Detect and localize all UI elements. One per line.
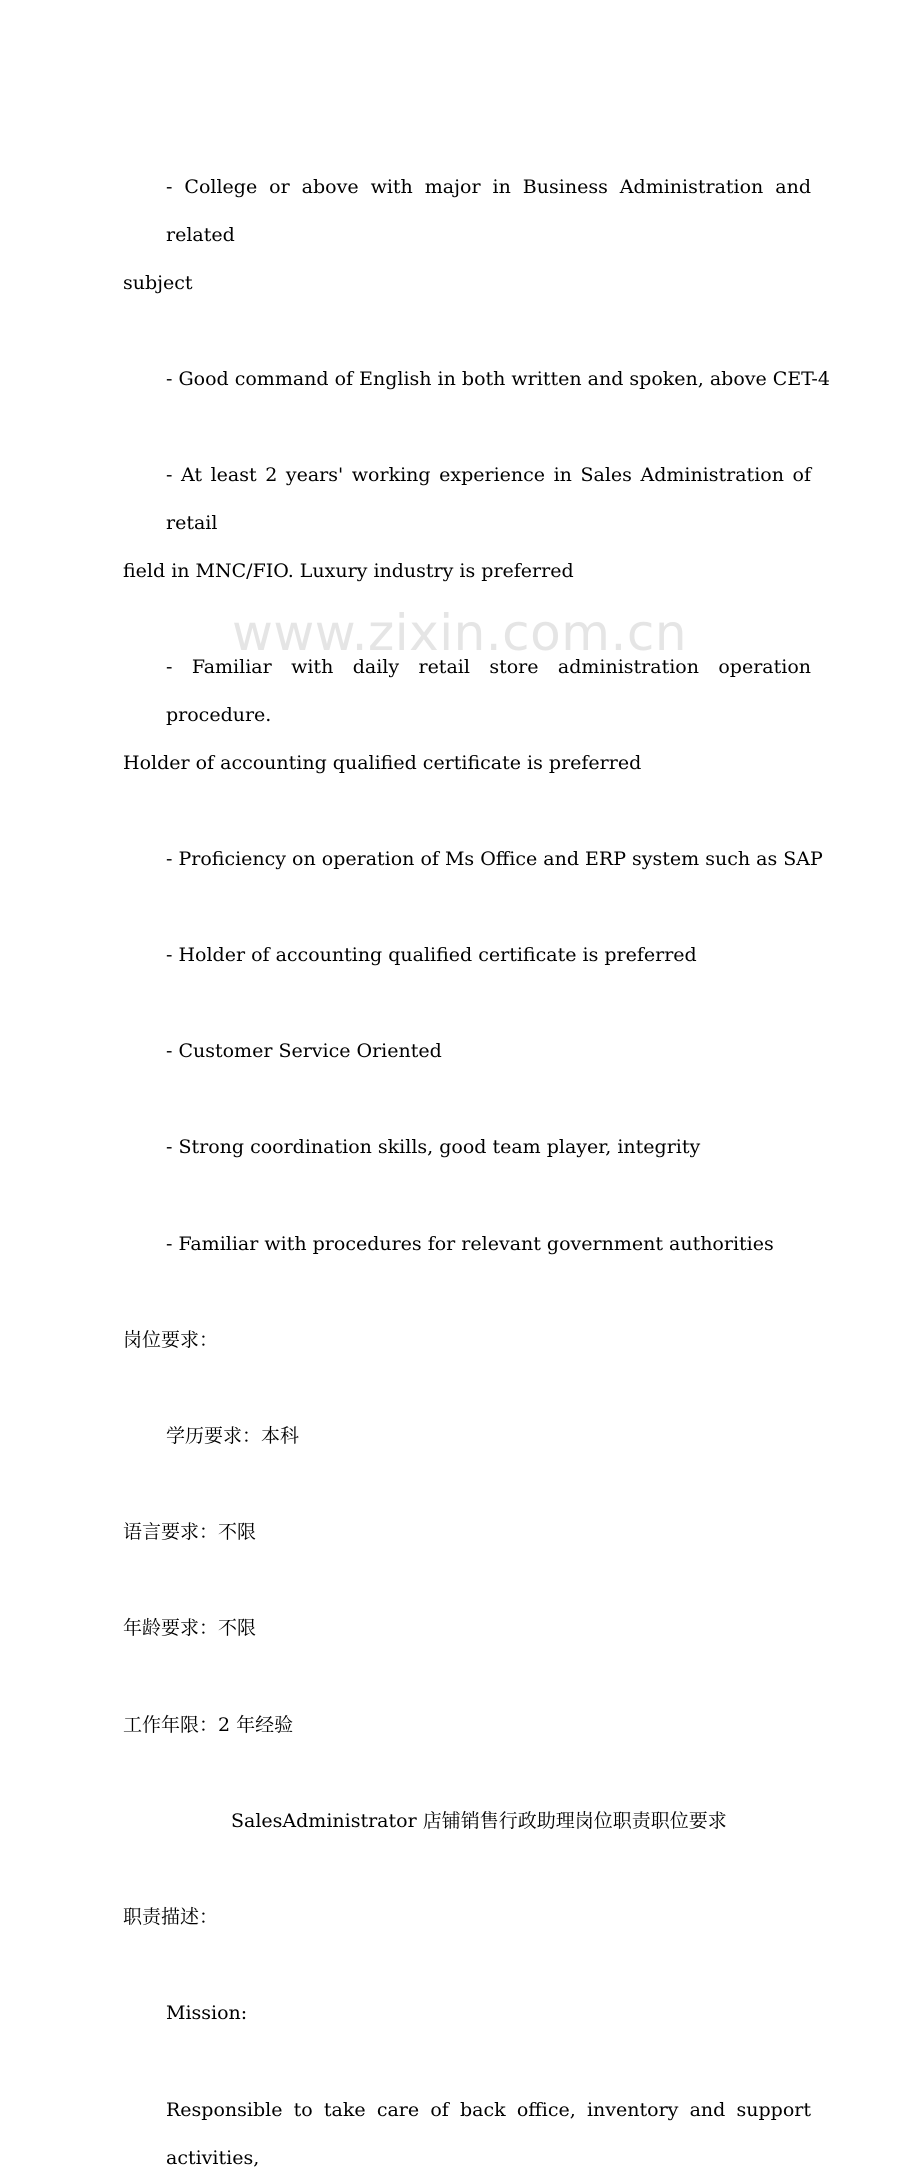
- requirement-familiar-retail: - Familiar with daily retail store administration operation procedure.: [166, 656, 811, 726]
- section-heading-requirements: 岗位要求：: [123, 1329, 219, 1351]
- requirement-english: - Good command of English in both written and spoken, above CET-4: [166, 368, 830, 390]
- requirement-government: - Familiar with procedures for relevant government authorities: [166, 1233, 774, 1255]
- requirement-familiar-retail-cont: Holder of accounting qualified certificate is preferred: [123, 752, 642, 774]
- job-title-heading: SalesAdministrator 店铺销售行政助理岗位职责职位要求: [231, 1810, 727, 1832]
- requirement-accounting: - Holder of accounting qualified certificate is preferred: [166, 944, 697, 966]
- mission-label: Mission:: [166, 2002, 248, 2024]
- language-requirement: 语言要求：不限: [123, 1521, 257, 1543]
- section-heading-duties: 职责描述：: [123, 1906, 219, 1928]
- requirement-customer-service: - Customer Service Oriented: [166, 1040, 442, 1062]
- education-requirement: 学历要求：本科: [166, 1425, 300, 1447]
- watermark: www.zixin.com.cn: [232, 604, 688, 662]
- work-experience-requirement: 工作年限：2 年经验: [123, 1714, 294, 1736]
- requirement-proficiency: - Proficiency on operation of Ms Office and ERP system such as SAP: [166, 848, 823, 870]
- requirement-education: - College or above with major in Business Administration and related: [166, 176, 811, 246]
- requirement-coordination: - Strong coordination skills, good team player, integrity: [166, 1136, 701, 1158]
- age-requirement: 年龄要求：不限: [123, 1617, 257, 1639]
- requirement-education-cont: subject: [123, 272, 193, 294]
- requirement-experience-cont: field in MNC/FIO. Luxury industry is preferred: [123, 560, 574, 582]
- mission-text: Responsible to take care of back office, inventory and support activities,: [166, 2099, 811, 2169]
- requirement-experience: - At least 2 years' working experience in Sales Administration of retail: [166, 464, 811, 534]
